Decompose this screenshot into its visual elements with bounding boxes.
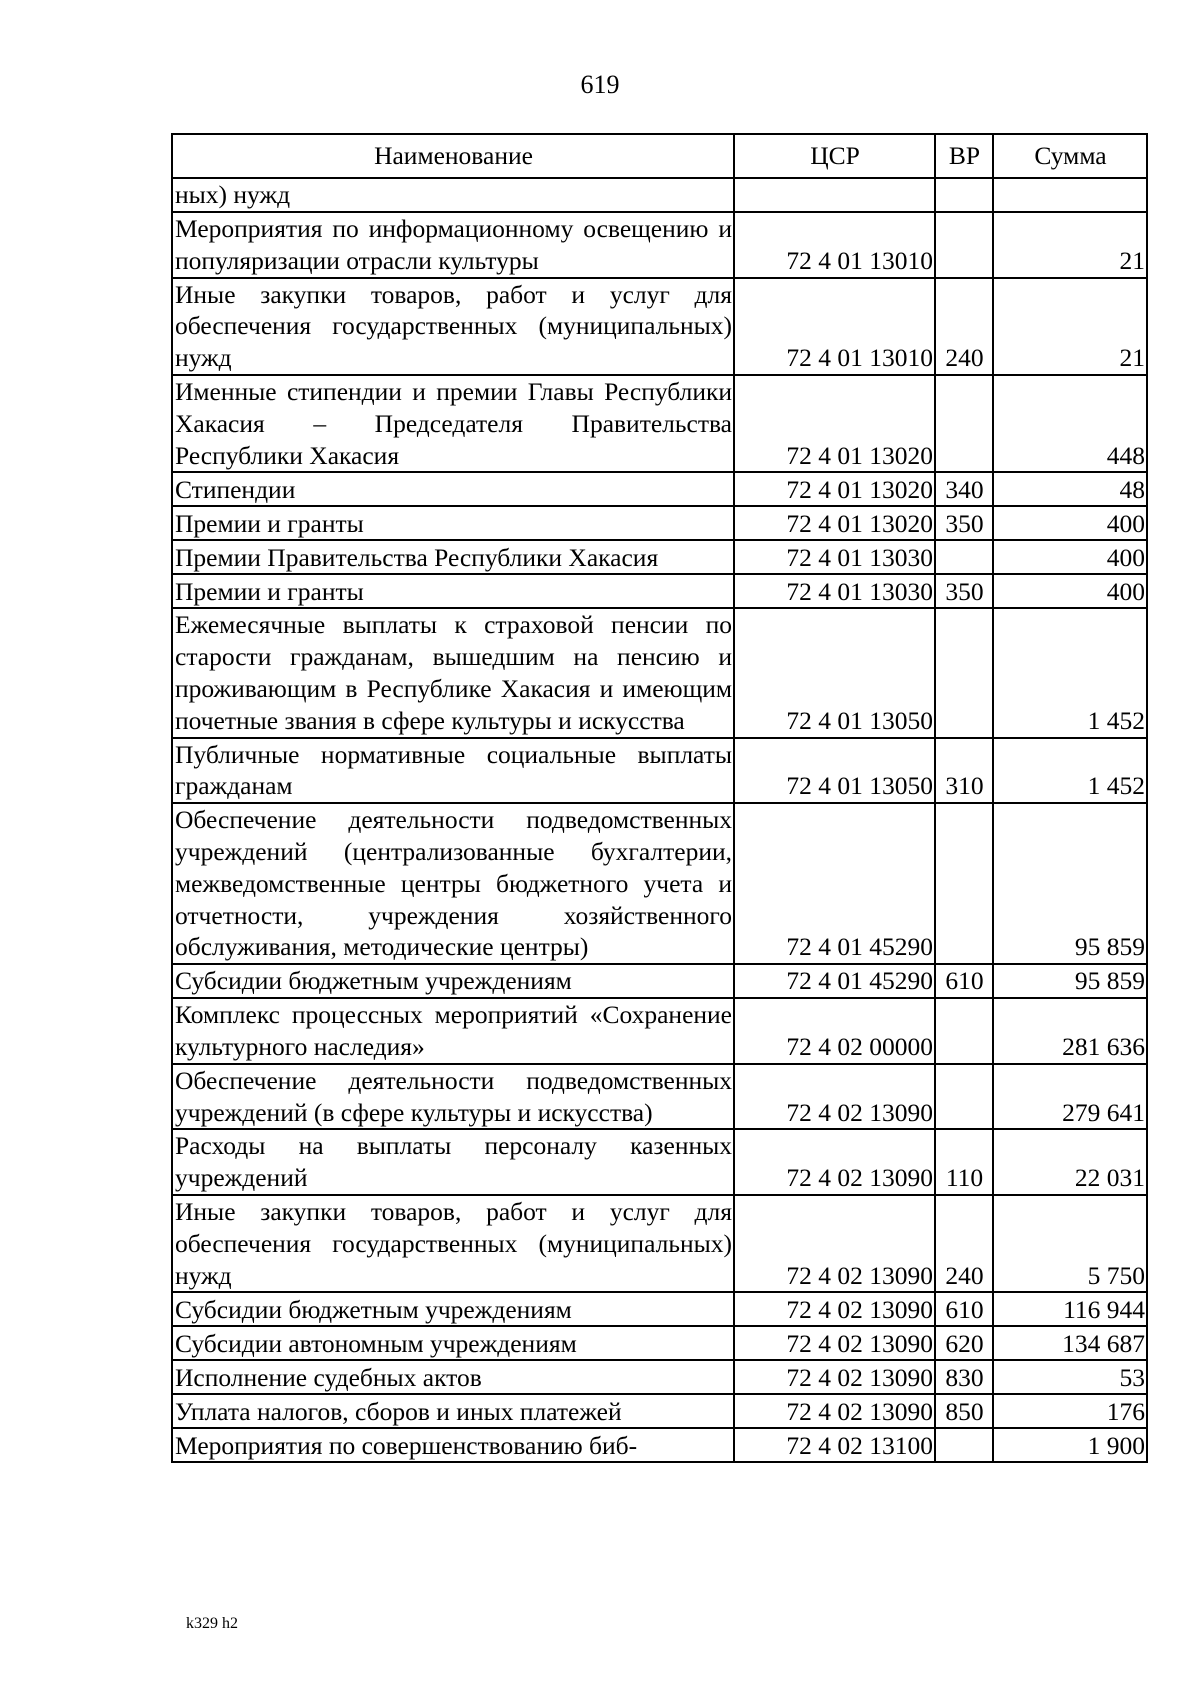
cell-vr: 110 <box>935 1129 993 1195</box>
cell-csr: 72 4 01 13050 <box>734 738 935 804</box>
cell-csr: 72 4 01 13050 <box>734 608 935 737</box>
cell-name: ных) нужд <box>172 178 734 212</box>
cell-csr: 72 4 02 13090 <box>734 1064 935 1130</box>
cell-sum: 21 <box>993 278 1147 375</box>
cell-csr: 72 4 01 13020 <box>734 375 935 472</box>
table-row <box>172 212 1147 278</box>
cell-csr: 72 4 02 13090 <box>734 1394 935 1428</box>
table-row <box>172 964 1147 998</box>
cell-vr: 610 <box>935 964 993 998</box>
cell-name: Обеспечение деятельности подведомственных учреждений (в сфере культуры и искусства) <box>172 1064 734 1130</box>
table-row <box>172 178 1147 212</box>
cell-vr: 240 <box>935 278 993 375</box>
cell-vr: 340 <box>935 472 993 506</box>
cell-csr: 72 4 01 13020 <box>734 472 935 506</box>
cell-sum: 5 750 <box>993 1195 1147 1292</box>
table-row <box>172 608 1147 737</box>
table-row <box>172 375 1147 472</box>
table-row <box>172 803 1147 964</box>
cell-csr: 72 4 01 13010 <box>734 212 935 278</box>
cell-sum: 21 <box>993 212 1147 278</box>
cell-vr: 830 <box>935 1360 993 1394</box>
cell-sum: 134 687 <box>993 1326 1147 1360</box>
cell-vr: 850 <box>935 1394 993 1428</box>
cell-name: Субсидии бюджетным учреждениям <box>172 964 734 998</box>
table-row <box>172 540 1147 574</box>
table-row <box>172 1292 1147 1326</box>
header-name: Наименование <box>172 134 734 178</box>
table-header-row <box>172 134 1147 178</box>
cell-sum: 279 641 <box>993 1064 1147 1130</box>
table-row <box>172 998 1147 1064</box>
cell-name: Публичные нормативные социальные выплаты гражданам <box>172 738 734 804</box>
cell-vr <box>935 178 993 212</box>
cell-sum: 48 <box>993 472 1147 506</box>
header-csr: ЦСР <box>734 134 935 178</box>
page-number: 619 <box>580 70 620 99</box>
table-row <box>172 738 1147 804</box>
cell-csr: 72 4 01 13030 <box>734 574 935 608</box>
cell-csr: 72 4 01 13020 <box>734 506 935 540</box>
table-row <box>172 574 1147 608</box>
cell-vr <box>935 212 993 278</box>
cell-name: Мероприятия по совершенствованию биб- <box>172 1428 734 1462</box>
cell-sum: 22 031 <box>993 1129 1147 1195</box>
cell-csr: 72 4 01 45290 <box>734 964 935 998</box>
cell-csr: 72 4 02 13090 <box>734 1326 935 1360</box>
cell-sum: 400 <box>993 540 1147 574</box>
header-vr: ВР <box>935 134 993 178</box>
table-row <box>172 1195 1147 1292</box>
header-sum: Сумма <box>993 134 1147 178</box>
cell-vr <box>935 375 993 472</box>
cell-sum: 400 <box>993 574 1147 608</box>
table-row <box>172 506 1147 540</box>
cell-sum: 95 859 <box>993 803 1147 964</box>
cell-csr: 72 4 02 13100 <box>734 1428 935 1462</box>
table-row <box>172 1064 1147 1130</box>
table-row <box>172 1428 1147 1462</box>
cell-name: Стипендии <box>172 472 734 506</box>
cell-name: Субсидии автономным учреждениям <box>172 1326 734 1360</box>
cell-sum: 116 944 <box>993 1292 1147 1326</box>
cell-csr <box>734 178 935 212</box>
cell-vr: 350 <box>935 574 993 608</box>
cell-csr: 72 4 02 00000 <box>734 998 935 1064</box>
cell-csr: 72 4 01 13030 <box>734 540 935 574</box>
cell-sum: 176 <box>993 1394 1147 1428</box>
cell-vr: 610 <box>935 1292 993 1326</box>
cell-sum: 53 <box>993 1360 1147 1394</box>
cell-sum: 281 636 <box>993 998 1147 1064</box>
table-row <box>172 1360 1147 1394</box>
cell-vr <box>935 1428 993 1462</box>
cell-name: Обеспечение деятельности подведомственных учреждений (централизованные бухгалтерии, межведомственные центры бюджетного учета и отчетности, учреждения хозяйственного обслуживания, методические центры) <box>172 803 734 964</box>
cell-name: Субсидии бюджетным учреждениям <box>172 1292 734 1326</box>
cell-vr: 310 <box>935 738 993 804</box>
cell-name: Премии и гранты <box>172 574 734 608</box>
cell-sum: 95 859 <box>993 964 1147 998</box>
cell-name: Уплата налогов, сборов и иных платежей <box>172 1394 734 1428</box>
cell-csr: 72 4 01 45290 <box>734 803 935 964</box>
cell-csr: 72 4 02 13090 <box>734 1129 935 1195</box>
cell-csr: 72 4 02 13090 <box>734 1360 935 1394</box>
cell-sum: 1 900 <box>993 1428 1147 1462</box>
cell-sum: 448 <box>993 375 1147 472</box>
table-row <box>172 1129 1147 1195</box>
cell-vr: 350 <box>935 506 993 540</box>
cell-name: Расходы на выплаты персоналу казенных учреждений <box>172 1129 734 1195</box>
cell-sum: 1 452 <box>993 608 1147 737</box>
cell-name: Премии Правительства Республики Хакасия <box>172 540 734 574</box>
cell-vr <box>935 608 993 737</box>
footer-document-code: k329 h2 <box>186 1615 238 1632</box>
cell-name: Мероприятия по информационному освещению и популяризации отрасли культуры <box>172 212 734 278</box>
cell-sum: 1 452 <box>993 738 1147 804</box>
cell-sum <box>993 178 1147 212</box>
cell-vr: 240 <box>935 1195 993 1292</box>
budget-table <box>171 133 1148 1463</box>
cell-vr <box>935 540 993 574</box>
table-row <box>172 1326 1147 1360</box>
cell-csr: 72 4 02 13090 <box>734 1195 935 1292</box>
cell-name: Именные стипендии и премии Главы Республики Хакасия – Председателя Правительства Республики Хакасия <box>172 375 734 472</box>
cell-name: Комплекс процессных мероприятий «Сохранение культурного наследия» <box>172 998 734 1064</box>
cell-csr: 72 4 01 13010 <box>734 278 935 375</box>
cell-csr: 72 4 02 13090 <box>734 1292 935 1326</box>
table-row <box>172 278 1147 375</box>
cell-vr <box>935 803 993 964</box>
cell-name: Исполнение судебных актов <box>172 1360 734 1394</box>
cell-vr <box>935 998 993 1064</box>
table-row <box>172 472 1147 506</box>
cell-sum: 400 <box>993 506 1147 540</box>
table-row <box>172 1394 1147 1428</box>
cell-vr <box>935 1064 993 1130</box>
cell-name: Иные закупки товаров, работ и услуг для обеспечения государственных (муниципальных) нужд <box>172 1195 734 1292</box>
cell-vr: 620 <box>935 1326 993 1360</box>
cell-name: Иные закупки товаров, работ и услуг для обеспечения государственных (муниципальных) нужд <box>172 278 734 375</box>
cell-name: Ежемесячные выплаты к страховой пенсии по старости гражданам, вышедшим на пенсию и проживающим в Республике Хакасия и имеющим почетные звания в сфере культуры и искусства <box>172 608 734 737</box>
cell-name: Премии и гранты <box>172 506 734 540</box>
